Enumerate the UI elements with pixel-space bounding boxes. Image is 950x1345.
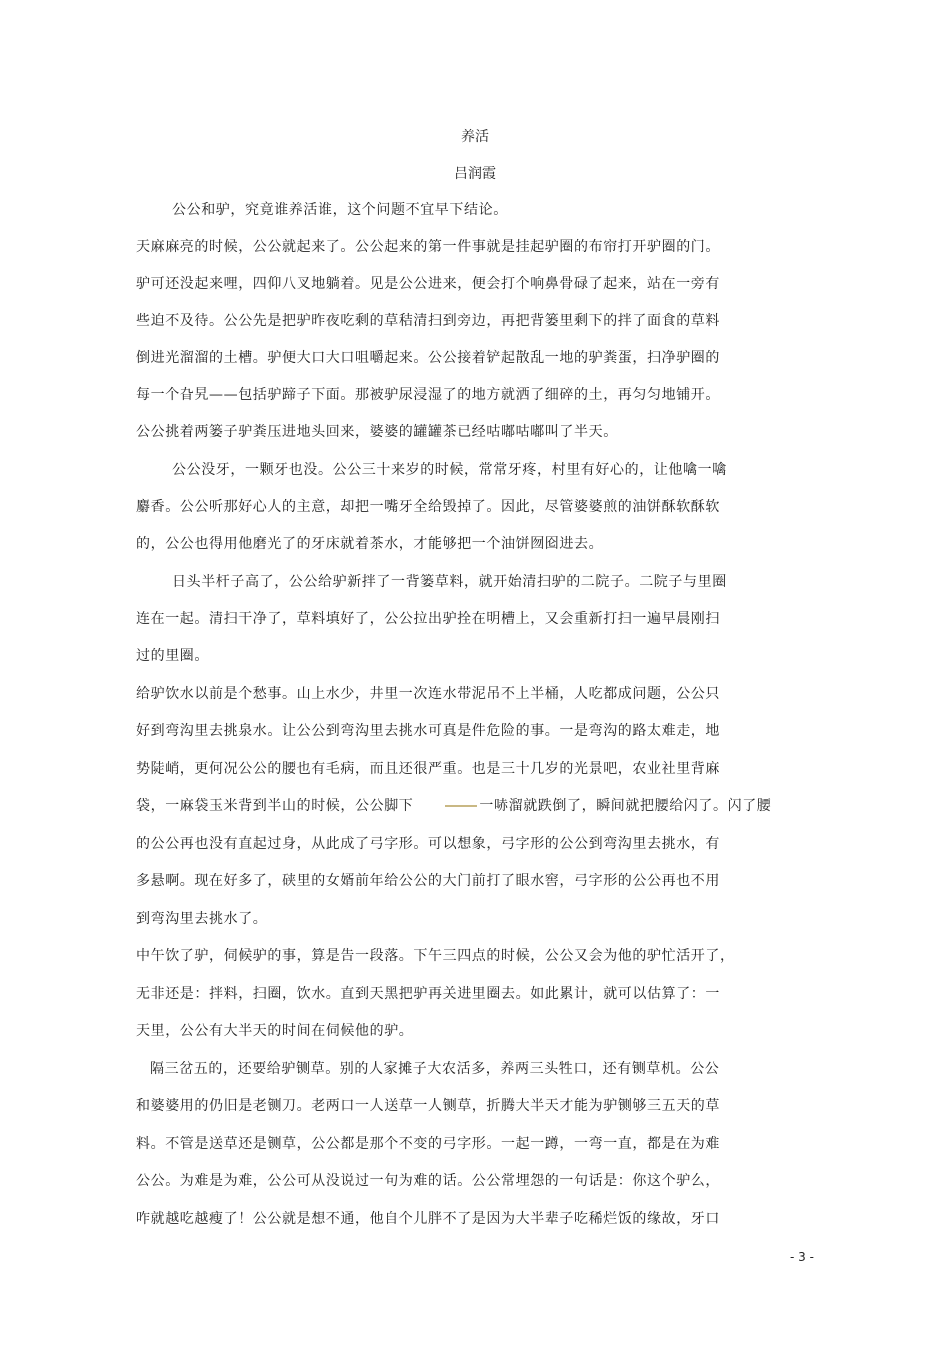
text-line: 给驴饮水以前是个愁事。山上水少，井里一次连水带泥吊不上半桶，人吃都成问题，公公只: [136, 686, 720, 702]
text-line: 的，公公也得用他磨光了的牙床就着茶水，才能够把一个油饼囫囵进去。: [136, 536, 604, 552]
text-line: 多悬啊。现在好多了，硖里的女婿前年给公公的大门前打了眼水窖，弓字形的公公再也不用: [136, 873, 720, 889]
article-title: 养活: [461, 129, 489, 145]
text-line: 隔三岔五的，还要给驴铡草。别的人家摊子大农活多，养两三头牲口，还有铡草机。公公: [150, 1061, 720, 1077]
text-line: 中午饮了驴，伺候驴的事，算是告一段落。下午三四点的时候，公公又会为他的驴忙活开了，: [136, 948, 735, 964]
author-name: 吕润霞: [454, 166, 496, 182]
text-line: 过的里圈。: [136, 648, 209, 664]
text-line: 的公公再也没有直起过身，从此成了弓字形。可以想象，弓字形的公公到弯沟里去挑水，有: [136, 836, 720, 852]
text-segment: 袋，一麻袋玉米背到半山的时候，公公脚下: [136, 798, 414, 814]
text-line-with-blank: [136, 796, 771, 816]
text-line: 势陡峭，更何况公公的腰也有毛病，而且还很严重。也是三十几岁的光景吧，农业社里背麻: [136, 761, 720, 777]
blank-underline: [445, 805, 477, 807]
text-line: 公公没牙，一颗牙也没。公公三十来岁的时候，常常牙疼，村里有好心的，让他噙一噙: [172, 462, 727, 478]
text-line: 日头半杆子高了，公公给驴新拌了一背篓草料，就开始清扫驴的二院子。二院子与里圈: [172, 574, 727, 590]
text-line: 料。不管是送草还是铡草，公公都是那个不变的弓字形。一起一蹲，一弯一直，都是在为难: [136, 1136, 720, 1152]
text-segment: 一哧溜就跌倒了，瞬间就把腰给闪了。闪了腰: [479, 798, 772, 814]
text-line: 麝香。公公听那好心人的主意，却把一嘴牙全给毁掉了。因此，尽管婆婆煎的油饼酥软酥软: [136, 499, 720, 515]
text-line: 连在一起。清扫干净了，草料填好了，公公拉出驴拴在明槽上，又会重新打扫一遍早晨刚扫: [136, 611, 720, 627]
text-line: 天里，公公有大半天的时间在伺候他的驴。: [136, 1023, 414, 1039]
text-line: 公公。为难是为难，公公可从没说过一句为难的话。公公常埋怨的一句话是：你这个驴么，: [136, 1173, 720, 1189]
text-line: 些迫不及待。公公先是把驴昨夜吃剩的草秸清扫到旁边，再把背篓里剩下的拌了面食的草料: [136, 313, 720, 329]
text-line: 咋就越吃越瘦了！公公就是想不通，他自个儿胖不了是因为大半辈子吃稀烂饭的缘故，牙口: [136, 1211, 720, 1227]
text-line: 好到弯沟里去挑泉水。让公公到弯沟里去挑水可真是件危险的事。一是弯沟的路太难走，地: [136, 723, 720, 739]
text-line: 驴可还没起来哩，四仰八叉地躺着。见是公公进来，便会打个响鼻骨碌了起来，站在一旁有: [136, 276, 720, 292]
text-line: 倒进光溜溜的土槽。驴便大口大口咀嚼起来。公公接着铲起散乱一地的驴粪蛋，扫净驴圈的: [136, 350, 720, 366]
text-line: 每一个旮旯——包括驴蹄子下面。那被驴尿浸湿了的地方就洒了细碎的土，再匀匀地铺开。: [136, 387, 720, 403]
text-line: 公公和驴，究竟谁养活谁，这个问题不宜早下结论。: [172, 202, 508, 218]
page-number: - 3 -: [790, 1250, 814, 1264]
text-line: 天麻麻亮的时候，公公就起来了。公公起来的第一件事就是挂起驴圈的布帘打开驴圈的门。: [136, 239, 720, 255]
text-line: 到弯沟里去挑水了。: [136, 911, 268, 927]
text-line: 无非还是：拌料，扫圈，饮水。直到天黑把驴再关进里圈去。如此累计，就可以估算了：一: [136, 986, 720, 1002]
text-line: 和婆婆用的仍旧是老铡刀。老两口一人送草一人铡草，折腾大半天才能为驴铡够三五天的草: [136, 1098, 720, 1114]
text-line: 公公挑着两篓子驴粪压进地头回来，婆婆的罐罐茶已经咕嘟咕嘟叫了半天。: [136, 424, 618, 440]
